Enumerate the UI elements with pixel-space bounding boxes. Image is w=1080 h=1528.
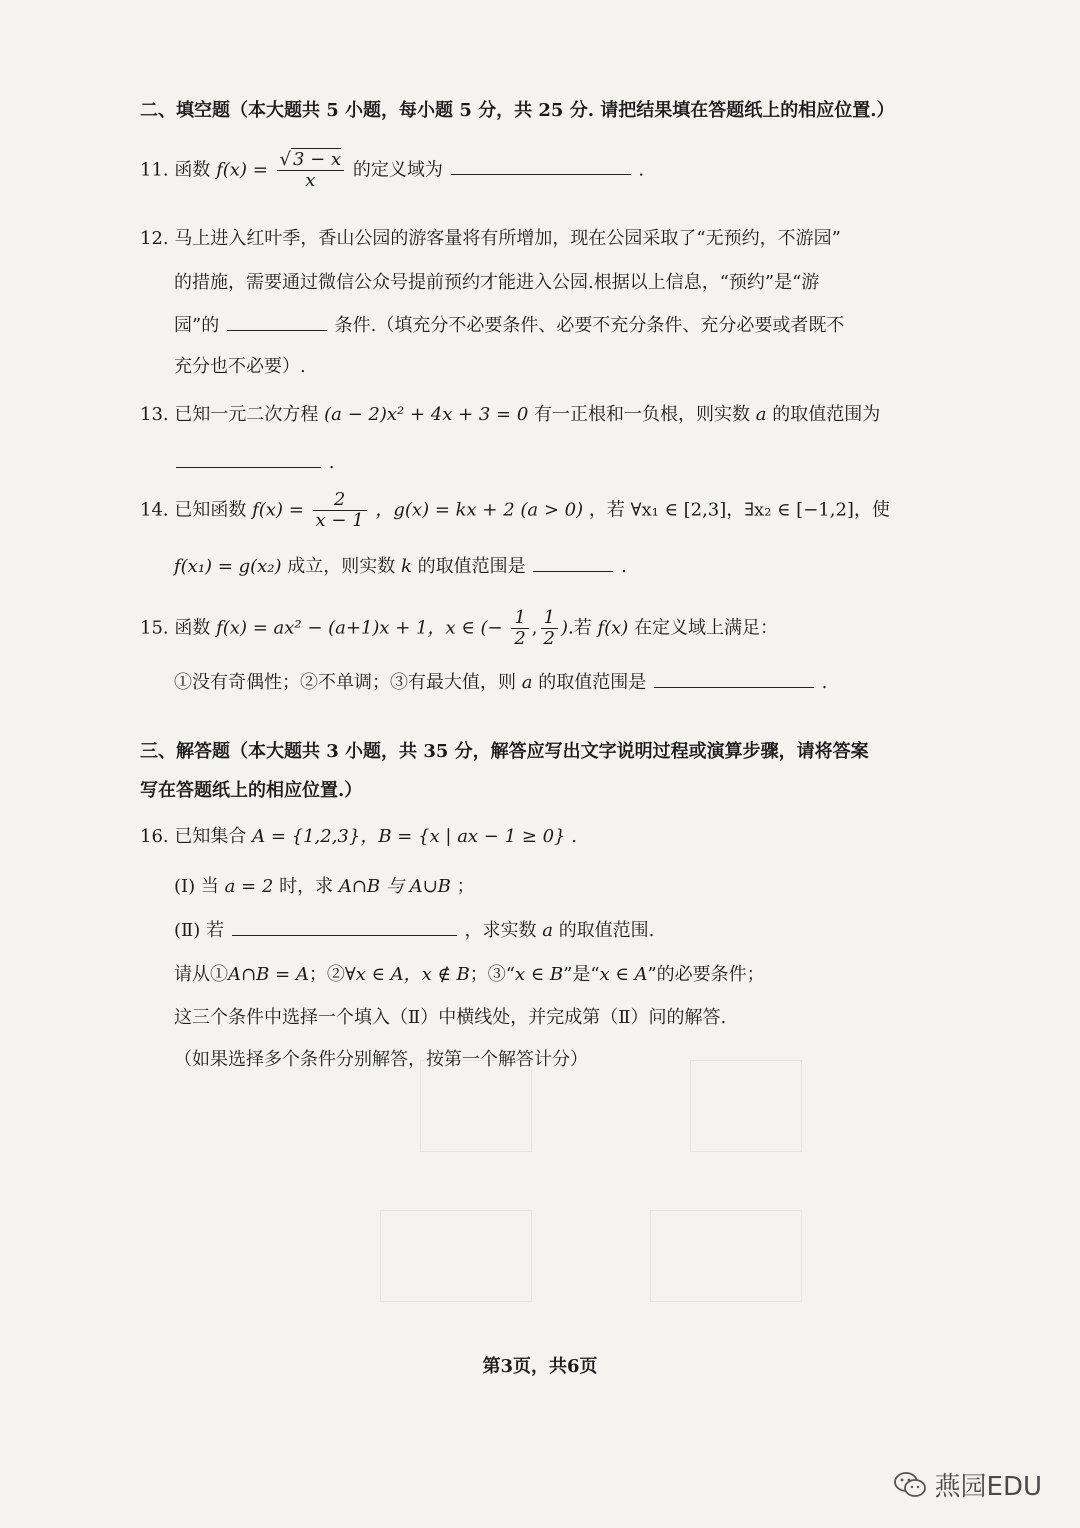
q13-text: 的取值范围为 bbox=[772, 404, 881, 425]
q14-text: ，若 ∀x₁ ∈ [2,3]，∃x₂ ∈ [−1,2]，使 bbox=[588, 499, 890, 521]
q15-frac1-den: 2 bbox=[514, 627, 526, 649]
q16-choice-text: ”的必要条件； bbox=[647, 964, 765, 985]
q14-equality: f(x₁) = g(x₂) bbox=[174, 556, 282, 577]
q11-function: f(x) = bbox=[216, 159, 268, 181]
q16-sets: A = {1,2,3}，B = {x | ax − 1 ≥ 0} bbox=[252, 826, 566, 847]
q14-function-g: ，g(x) = kx + 2 (a > 0) bbox=[375, 499, 584, 521]
q14-denominator: x − 1 bbox=[315, 509, 364, 531]
q15-text: 的取值范围是 bbox=[538, 672, 647, 693]
q16-part2-text: (Ⅱ) 若 bbox=[174, 920, 225, 941]
question-number: 13. bbox=[140, 404, 169, 425]
question-12-line-2: 的措施，需要通过微信公众号提前预约才能进入公园.根据以上信息，“预约”是“游 bbox=[174, 272, 820, 293]
question-number: 16. bbox=[140, 826, 169, 847]
q16-part1-text: (Ⅰ) 当 bbox=[174, 876, 219, 897]
q13-text: 有一正根和一负根，则实数 bbox=[534, 404, 751, 425]
question-15 bbox=[140, 608, 778, 649]
q16-part2-variable: a bbox=[542, 920, 553, 941]
q15-comma: , bbox=[531, 617, 538, 639]
q16-part1-end: ； bbox=[456, 876, 475, 897]
q14-function-f: f(x) = bbox=[252, 499, 304, 521]
q14-variable: k bbox=[401, 556, 412, 577]
question-14 bbox=[140, 490, 890, 531]
bleed-through-box bbox=[650, 1210, 802, 1302]
q14-text: 已知函数 bbox=[174, 499, 247, 521]
q12-text: 条件.（填充分不必要条件、必要不充分条件、充分必要或者既不 bbox=[334, 315, 845, 336]
wechat-icon bbox=[893, 1470, 927, 1500]
answer-blank[interactable] bbox=[451, 173, 631, 175]
section-3-header-line-2: 写在答题纸上的相应位置.） bbox=[140, 780, 363, 801]
q15-frac2-den: 2 bbox=[543, 627, 555, 649]
q13-text: 已知一元二次方程 bbox=[174, 404, 319, 425]
section-2-header: 二、填空题（本大题共 5 小题，每小题 5 分，共 25 分. 请把结果填在答题纸上的相应位置.） bbox=[140, 100, 895, 121]
section-3-header-line-1: 三、解答题（本大题共 3 小题，共 35 分，解答应写出文字说明过程或演算步骤，请将答案 bbox=[140, 741, 869, 762]
q11-lead: 函数 bbox=[174, 159, 211, 181]
question-number: 12. bbox=[140, 228, 169, 249]
bleed-through-box bbox=[420, 1060, 532, 1152]
q16-part2-text: 的取值范围. bbox=[558, 920, 655, 941]
q15-close: ) bbox=[560, 617, 568, 639]
q15-fraction-2 bbox=[541, 608, 558, 649]
question-14-line-2 bbox=[174, 552, 627, 578]
question-13 bbox=[140, 400, 880, 426]
bleed-through-box bbox=[380, 1210, 532, 1302]
q16-part2-text: ，求实数 bbox=[464, 920, 537, 941]
question-11 bbox=[140, 150, 644, 191]
q16-choice-text: ；② bbox=[308, 964, 345, 985]
q15-text: 函数 bbox=[174, 617, 211, 639]
q15-variable: a bbox=[521, 672, 533, 693]
answer-blank[interactable] bbox=[232, 934, 457, 936]
q14-end: . bbox=[621, 556, 627, 577]
q13-equation: (a − 2)x² + 4x + 3 = 0 bbox=[324, 404, 529, 425]
q12-text: 马上进入红叶季，香山公园的游客量将有所增加，现在公园采取了“无预约，不游园” bbox=[174, 228, 841, 249]
bleed-through-box bbox=[690, 1060, 802, 1152]
question-number: 11. bbox=[140, 159, 169, 181]
page-number: 第3页，共6页 bbox=[482, 1356, 598, 1377]
answer-blank[interactable] bbox=[176, 466, 321, 468]
q11-radicand: 3 − x bbox=[293, 149, 342, 170]
question-12-line-4: 充分也不必要）. bbox=[174, 356, 306, 377]
q11-denominator: x bbox=[305, 169, 316, 191]
q16-part1-expression: A∩B 与 A∪B bbox=[338, 876, 451, 897]
q16-choice-text: 请从① bbox=[174, 964, 228, 985]
q16-choice-text: ”是“ bbox=[563, 964, 600, 985]
q15-conditions: ①没有奇偶性；②不单调；③有最大值，则 bbox=[174, 672, 516, 693]
sqrt-symbol: √ bbox=[279, 149, 291, 170]
q11-end: . bbox=[638, 159, 645, 181]
q15-frac2-num: 1 bbox=[541, 608, 558, 629]
answer-blank[interactable] bbox=[654, 686, 814, 688]
q16-part1-text: 时，求 bbox=[279, 876, 334, 897]
answer-blank[interactable] bbox=[227, 329, 327, 331]
question-16 bbox=[140, 822, 577, 848]
question-15-line-2 bbox=[174, 668, 827, 694]
q14-numerator: 2 bbox=[313, 490, 367, 511]
q15-function: f(x) = ax² − (a+1)x + 1，x ∈ (− bbox=[216, 617, 503, 639]
q15-text: 在定义域上满足： bbox=[634, 617, 779, 639]
q14-fraction bbox=[313, 490, 367, 531]
q14-text: 成立，则实数 bbox=[287, 556, 396, 577]
q16-choice-text: ；③“ bbox=[469, 964, 515, 985]
q12-text: 园”的 bbox=[174, 315, 220, 336]
q14-text: 的取值范围是 bbox=[417, 556, 526, 577]
q11-tail: 的定义域为 bbox=[352, 159, 443, 181]
q15-fx: f(x) bbox=[597, 617, 629, 639]
q15-fraction-1 bbox=[511, 608, 528, 649]
q16-condition-1: A∩B = A bbox=[228, 964, 309, 985]
q16-condition-3a: x ∈ B bbox=[514, 964, 564, 985]
question-16-scoring-note: （如果选择多个条件分别解答，按第一个解答计分） bbox=[174, 1049, 588, 1070]
q11-fraction bbox=[277, 150, 345, 191]
question-13-answer-line bbox=[174, 452, 334, 473]
q16-condition-2: ∀x ∈ A，x ∉ B bbox=[344, 964, 470, 985]
watermark-brand: 燕园EDU bbox=[934, 1472, 1042, 1502]
q16-end: . bbox=[571, 826, 577, 847]
q13-end: . bbox=[328, 452, 335, 473]
q15-end: . bbox=[821, 672, 828, 693]
question-16-select-instruction: 这三个条件中选择一个填入（Ⅱ）中横线处，并完成第（Ⅱ）问的解答. bbox=[174, 1007, 727, 1028]
q16-text: 已知集合 bbox=[174, 826, 247, 847]
watermark bbox=[893, 1466, 1042, 1503]
q13-variable: a bbox=[755, 404, 767, 425]
question-16-part-1 bbox=[174, 872, 475, 898]
q16-condition-3b: x ∈ A bbox=[599, 964, 648, 985]
question-number: 14. bbox=[140, 499, 169, 521]
question-16-choices bbox=[174, 960, 765, 986]
question-12-line-3 bbox=[174, 311, 844, 337]
q16-part1-condition: a = 2 bbox=[224, 876, 274, 897]
question-16-part-2 bbox=[174, 916, 654, 942]
question-number: 15. bbox=[140, 617, 169, 639]
question-12-line-1 bbox=[140, 224, 841, 250]
q15-text: .若 bbox=[568, 617, 592, 639]
answer-blank[interactable] bbox=[533, 570, 613, 572]
q15-frac1-num: 1 bbox=[511, 608, 528, 629]
